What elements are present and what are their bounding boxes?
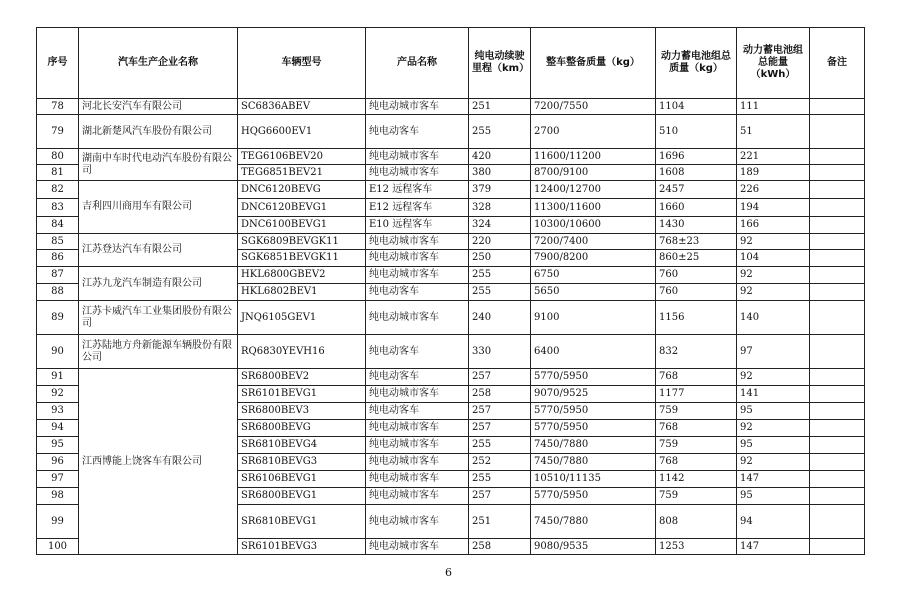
cell-remark <box>810 267 865 284</box>
cell-no: 94 <box>37 420 79 437</box>
cell-remark <box>810 488 865 505</box>
cell-battery-energy: 147 <box>737 471 810 488</box>
cell-mass: 11300/11600 <box>531 199 656 217</box>
cell-battery-mass: 1156 <box>656 301 737 335</box>
cell-battery-energy: 141 <box>737 386 810 403</box>
cell-range: 255 <box>469 284 531 301</box>
cell-product: 纯电动城市客车 <box>366 454 469 471</box>
cell-no: 93 <box>37 403 79 420</box>
table-row <box>37 369 865 386</box>
cell-battery-energy: 92 <box>737 369 810 386</box>
cell-model: TEG6106BEV20 <box>238 149 366 165</box>
cell-mass: 7450/7880 <box>531 454 656 471</box>
cell-battery-mass: 1608 <box>656 165 737 181</box>
cell-remark <box>810 250 865 267</box>
cell-no: 90 <box>37 335 79 369</box>
header-maker: 汽车生产企业名称 <box>79 28 238 99</box>
cell-battery-mass: 768 <box>656 454 737 471</box>
cell-no: 91 <box>37 369 79 386</box>
cell-no: 95 <box>37 437 79 454</box>
cell-range: 420 <box>469 149 531 165</box>
cell-maker: 吉利四川商用车有限公司 <box>79 181 238 234</box>
cell-battery-mass: 808 <box>656 505 737 539</box>
cell-battery-mass: 832 <box>656 335 737 369</box>
cell-range: 380 <box>469 165 531 181</box>
cell-battery-energy: 104 <box>737 250 810 267</box>
cell-no: 98 <box>37 488 79 505</box>
cell-model: SR6106BEVG1 <box>238 471 366 488</box>
cell-no: 96 <box>37 454 79 471</box>
cell-range: 251 <box>469 505 531 539</box>
cell-range: 258 <box>469 539 531 555</box>
table-row <box>37 335 865 369</box>
cell-maker: 江西博能上饶客车有限公司 <box>79 369 238 555</box>
cell-remark <box>810 234 865 250</box>
header-seq: 序号 <box>37 28 79 99</box>
cell-battery-energy: 92 <box>737 454 810 471</box>
cell-maker: 江苏登达汽车有限公司 <box>79 234 238 267</box>
cell-product: 纯电动城市客车 <box>366 165 469 181</box>
cell-product: 纯电动城市客车 <box>366 267 469 284</box>
cell-battery-mass: 760 <box>656 267 737 284</box>
cell-range: 255 <box>469 471 531 488</box>
cell-no: 97 <box>37 471 79 488</box>
header-range: 纯电动续驶里程（km） <box>469 28 531 99</box>
cell-battery-energy: 92 <box>737 234 810 250</box>
cell-product: E12 远程客车 <box>366 199 469 217</box>
cell-battery-mass: 760 <box>656 284 737 301</box>
cell-no: 99 <box>37 505 79 539</box>
cell-remark <box>810 165 865 181</box>
cell-battery-energy: 92 <box>737 284 810 301</box>
cell-mass: 7200/7400 <box>531 234 656 250</box>
cell-battery-mass: 1430 <box>656 217 737 234</box>
cell-mass: 12400/12700 <box>531 181 656 199</box>
header-model: 车辆型号 <box>238 28 366 99</box>
cell-model: JNQ6105GEV1 <box>238 301 366 335</box>
cell-maker: 江苏陆地方舟新能源车辆股份有限公司 <box>79 335 238 369</box>
cell-no: 88 <box>37 284 79 301</box>
cell-range: 255 <box>469 437 531 454</box>
cell-maker: 湖南中车时代电动汽车股份有限公司 <box>79 149 238 181</box>
cell-no: 100 <box>37 539 79 555</box>
cell-model: SR6101BEVG3 <box>238 539 366 555</box>
cell-battery-energy: 92 <box>737 267 810 284</box>
cell-battery-energy: 147 <box>737 539 810 555</box>
cell-range: 379 <box>469 181 531 199</box>
cell-range: 257 <box>469 403 531 420</box>
cell-no: 78 <box>37 99 79 115</box>
cell-product: 纯电动城市客车 <box>366 99 469 115</box>
vehicle-catalog-table <box>36 27 865 555</box>
cell-mass: 9100 <box>531 301 656 335</box>
cell-no: 84 <box>37 217 79 234</box>
cell-mass: 5770/5950 <box>531 420 656 437</box>
cell-remark <box>810 539 865 555</box>
cell-remark <box>810 99 865 115</box>
cell-mass: 8700/9100 <box>531 165 656 181</box>
cell-battery-energy: 51 <box>737 115 810 149</box>
cell-product: 纯电动城市客车 <box>366 437 469 454</box>
cell-mass: 7450/7880 <box>531 505 656 539</box>
cell-remark <box>810 420 865 437</box>
cell-battery-energy: 140 <box>737 301 810 335</box>
cell-model: HQG6600EV1 <box>238 115 366 149</box>
cell-product: 纯电动城市客车 <box>366 386 469 403</box>
cell-battery-energy: 221 <box>737 149 810 165</box>
cell-range: 330 <box>469 335 531 369</box>
cell-range: 255 <box>469 267 531 284</box>
header-mass: 整车整备质量（kg） <box>531 28 656 99</box>
cell-battery-energy: 95 <box>737 437 810 454</box>
cell-range: 250 <box>469 250 531 267</box>
cell-product: E12 远程客车 <box>366 181 469 199</box>
cell-no: 92 <box>37 386 79 403</box>
cell-model: SC6836ABEV <box>238 99 366 115</box>
cell-battery-mass: 1104 <box>656 99 737 115</box>
cell-product: 纯电动客车 <box>366 403 469 420</box>
cell-product: 纯电动城市客车 <box>366 539 469 555</box>
cell-model: HKL6800GBEV2 <box>238 267 366 284</box>
cell-battery-energy: 111 <box>737 99 810 115</box>
cell-product: 纯电动城市客车 <box>366 488 469 505</box>
cell-battery-mass: 1660 <box>656 199 737 217</box>
cell-product: 纯电动城市客车 <box>366 250 469 267</box>
cell-product: 纯电动城市客车 <box>366 301 469 335</box>
cell-battery-mass: 1177 <box>656 386 737 403</box>
header-product: 产品名称 <box>366 28 469 99</box>
cell-battery-energy: 94 <box>737 505 810 539</box>
table-row <box>37 301 865 335</box>
cell-product: 纯电动客车 <box>366 115 469 149</box>
cell-remark <box>810 284 865 301</box>
cell-no: 89 <box>37 301 79 335</box>
cell-product: 纯电动城市客车 <box>366 471 469 488</box>
cell-no: 83 <box>37 199 79 217</box>
cell-mass: 7900/8200 <box>531 250 656 267</box>
table-row <box>37 181 865 199</box>
cell-battery-mass: 2457 <box>656 181 737 199</box>
cell-no: 79 <box>37 115 79 149</box>
cell-maker: 江苏九龙汽车制造有限公司 <box>79 267 238 301</box>
cell-mass: 5650 <box>531 284 656 301</box>
cell-battery-mass: 1696 <box>656 149 737 165</box>
cell-battery-energy: 226 <box>737 181 810 199</box>
cell-range: 257 <box>469 369 531 386</box>
table-row <box>37 234 865 250</box>
cell-battery-energy: 166 <box>737 217 810 234</box>
cell-battery-mass: 768±23 <box>656 234 737 250</box>
cell-no: 86 <box>37 250 79 267</box>
cell-remark <box>810 181 865 199</box>
cell-model: SGK6809BEVGK11 <box>238 234 366 250</box>
cell-remark <box>810 403 865 420</box>
cell-mass: 5770/5950 <box>531 488 656 505</box>
cell-range: 251 <box>469 99 531 115</box>
cell-mass: 7200/7550 <box>531 99 656 115</box>
cell-no: 80 <box>37 149 79 165</box>
cell-remark <box>810 149 865 165</box>
cell-battery-energy: 189 <box>737 165 810 181</box>
cell-battery-energy: 97 <box>737 335 810 369</box>
cell-mass: 9080/9535 <box>531 539 656 555</box>
cell-product: 纯电动客车 <box>366 284 469 301</box>
cell-mass: 9070/9525 <box>531 386 656 403</box>
cell-mass: 2700 <box>531 115 656 149</box>
cell-maker: 湖北新楚风汽车股份有限公司 <box>79 115 238 149</box>
header-battery-mass: 动力蓄电池组总质量（kg） <box>656 28 737 99</box>
cell-remark <box>810 471 865 488</box>
cell-model: TEG6851BEV21 <box>238 165 366 181</box>
cell-product: E10 远程客车 <box>366 217 469 234</box>
cell-model: SR6800BEVG <box>238 420 366 437</box>
cell-range: 324 <box>469 217 531 234</box>
cell-model: DNC6100BEVG1 <box>238 217 366 234</box>
header-remark: 备注 <box>810 28 865 99</box>
cell-model: SR6800BEV2 <box>238 369 366 386</box>
cell-range: 240 <box>469 301 531 335</box>
cell-remark <box>810 369 865 386</box>
cell-battery-mass: 1253 <box>656 539 737 555</box>
cell-battery-mass: 1142 <box>656 471 737 488</box>
cell-remark <box>810 454 865 471</box>
cell-mass: 5770/5950 <box>531 403 656 420</box>
cell-battery-mass: 759 <box>656 488 737 505</box>
cell-remark <box>810 505 865 539</box>
cell-no: 81 <box>37 165 79 181</box>
cell-range: 258 <box>469 386 531 403</box>
cell-range: 328 <box>469 199 531 217</box>
cell-product: 纯电动客车 <box>366 369 469 386</box>
cell-model: HKL6802BEV1 <box>238 284 366 301</box>
cell-range: 252 <box>469 454 531 471</box>
cell-battery-mass: 759 <box>656 437 737 454</box>
cell-battery-mass: 768 <box>656 420 737 437</box>
cell-remark <box>810 301 865 335</box>
cell-mass: 7450/7880 <box>531 437 656 454</box>
cell-mass: 6400 <box>531 335 656 369</box>
header-battery-energy: 动力蓄电池组总能量（kWh） <box>737 28 810 99</box>
cell-mass: 11600/11200 <box>531 149 656 165</box>
cell-no: 87 <box>37 267 79 284</box>
cell-model: SR6800BEV3 <box>238 403 366 420</box>
cell-remark <box>810 115 865 149</box>
cell-mass: 10510/11135 <box>531 471 656 488</box>
cell-battery-energy: 95 <box>737 488 810 505</box>
cell-battery-mass: 510 <box>656 115 737 149</box>
cell-product: 纯电动城市客车 <box>366 234 469 250</box>
cell-battery-mass: 768 <box>656 369 737 386</box>
cell-model: SR6810BEVG3 <box>238 454 366 471</box>
cell-product: 纯电动客车 <box>366 335 469 369</box>
cell-mass: 5770/5950 <box>531 369 656 386</box>
table-row <box>37 149 865 165</box>
table-row <box>37 115 865 149</box>
cell-model: SGK6851BEVGK11 <box>238 250 366 267</box>
cell-range: 255 <box>469 115 531 149</box>
table-row <box>37 267 865 284</box>
cell-model: SR6101BEVG1 <box>238 386 366 403</box>
cell-battery-mass: 860±25 <box>656 250 737 267</box>
cell-product: 纯电动城市客车 <box>366 505 469 539</box>
cell-battery-energy: 194 <box>737 199 810 217</box>
cell-model: DNC6120BEVG <box>238 181 366 199</box>
cell-remark <box>810 199 865 217</box>
cell-remark <box>810 386 865 403</box>
cell-range: 257 <box>469 420 531 437</box>
cell-battery-energy: 95 <box>737 403 810 420</box>
cell-no: 82 <box>37 181 79 199</box>
cell-model: SR6810BEVG1 <box>238 505 366 539</box>
cell-range: 220 <box>469 234 531 250</box>
cell-model: SR6810BEVG4 <box>238 437 366 454</box>
cell-remark <box>810 217 865 234</box>
cell-mass: 10300/10600 <box>531 217 656 234</box>
cell-battery-energy: 92 <box>737 420 810 437</box>
cell-product: 纯电动城市客车 <box>366 420 469 437</box>
cell-range: 257 <box>469 488 531 505</box>
header-row <box>37 28 865 99</box>
page-number: 6 <box>445 566 452 579</box>
cell-remark <box>810 335 865 369</box>
cell-mass: 6750 <box>531 267 656 284</box>
cell-battery-mass: 759 <box>656 403 737 420</box>
cell-remark <box>810 437 865 454</box>
cell-maker: 江苏卡威汽车工业集团股份有限公司 <box>79 301 238 335</box>
cell-maker: 河北长安汽车有限公司 <box>79 99 238 115</box>
cell-model: SR6800BEVG1 <box>238 488 366 505</box>
cell-model: RQ6830YEVH16 <box>238 335 366 369</box>
cell-product: 纯电动城市客车 <box>366 149 469 165</box>
cell-no: 85 <box>37 234 79 250</box>
table-row <box>37 99 865 115</box>
cell-model: DNC6120BEVG1 <box>238 199 366 217</box>
